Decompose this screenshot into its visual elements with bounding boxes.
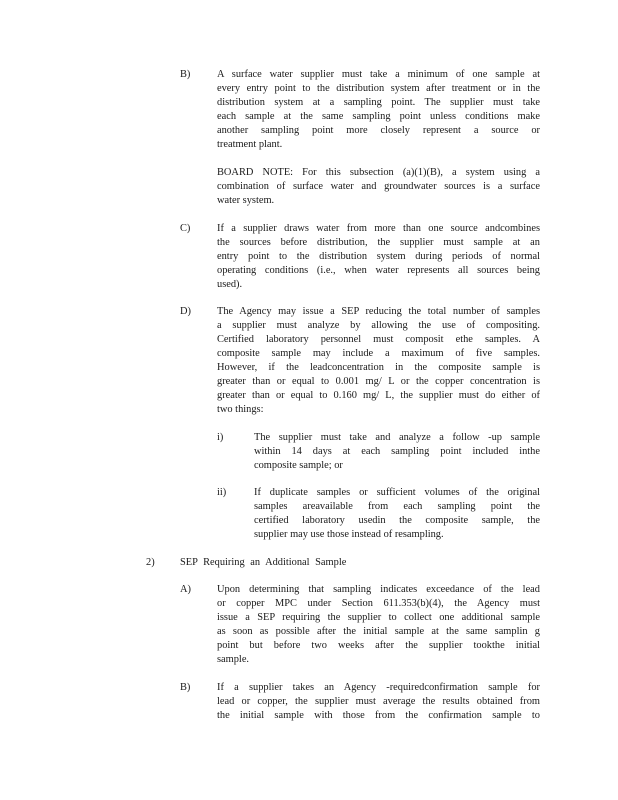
text-line: composite sample; or	[254, 460, 343, 471]
text-line: samples areavailable from each sampling point the	[254, 501, 540, 512]
text-line: the sources before distribution, the supplier must sample at an	[217, 237, 540, 248]
text-line: Upon determining that sampling indicates exceedance of the lead	[217, 584, 540, 595]
text-line: point but before two weeks after the supplier tookthe initial	[217, 640, 540, 651]
subitem-label-i: i)	[217, 432, 224, 443]
subitem-i-paragraph	[254, 431, 540, 473]
item-b-paragraph-1	[217, 68, 540, 152]
text-line: certified laboratory usedin the composite sample, the	[254, 515, 540, 526]
item-b2-paragraph	[217, 681, 540, 723]
item-label-b: B)	[180, 69, 191, 80]
text-line: lead or copper, the supplier must average the results obtained from	[217, 696, 540, 707]
text-line: entry point to the distribution system during periods of normal	[217, 251, 540, 262]
text-line: treatment plant.	[217, 139, 283, 150]
text-line: composite sample may include a maximum of five samples.	[217, 348, 540, 359]
text-line: every entry point to the distribution system after treatment or in the	[217, 83, 540, 94]
text-line: A surface water supplier must take a minimum of one sample at	[217, 69, 540, 80]
item-b-board-note	[217, 166, 540, 208]
text-line: two things:	[217, 404, 264, 415]
text-line: If a supplier draws water from more than one source andcombines	[217, 223, 540, 234]
text-line: greater than or equal to 0.160 mg/ L, the supplier must do either of	[217, 390, 540, 401]
item-a-paragraph	[217, 583, 540, 667]
text-line: a supplier must analyze by allowing the use of compositing.	[217, 320, 540, 331]
text-line: within 14 days at each sampling point included inthe	[254, 446, 540, 457]
text-line: Certified laboratory personnel must composit ethe samples. A	[217, 334, 540, 345]
item-label-a: A)	[180, 584, 191, 595]
item-d-paragraph	[217, 305, 540, 417]
text-line: sample.	[217, 654, 250, 665]
item-c-paragraph	[217, 222, 540, 292]
text-line: operating conditions (i.e., when water represents all sources being	[217, 265, 540, 276]
text-line: as soon as possible after the initial sample at the same samplin g	[217, 626, 540, 637]
text-line: The Agency may issue a SEP reducing the total number of samples	[217, 306, 540, 317]
text-line: or copper MPC under Section 611.353(b)(4), the Agency must	[217, 598, 540, 609]
text-line: the initial sample with those from the confirmation sample to	[217, 710, 540, 721]
text-line: water system.	[217, 195, 275, 206]
subitem-ii-paragraph	[254, 486, 540, 542]
item-label-c: C)	[180, 223, 191, 234]
text-line: If duplicate samples or sufficient volumes of the original	[254, 487, 540, 498]
text-line: each sample at the same sampling point unless conditions make	[217, 111, 540, 122]
text-line: used).	[217, 279, 243, 290]
item-label-d: D)	[180, 306, 191, 317]
text-line: If a supplier takes an Agency -requiredconfirmation sample for	[217, 682, 540, 693]
text-line: distribution system at a sampling point. The supplier must take	[217, 97, 540, 108]
text-line: another sampling point more closely represent a source or	[217, 125, 540, 136]
text-line: The supplier must take and analyze a follow -up sample	[254, 432, 540, 443]
text-line: However, if the leadconcentration in the composite sample is	[217, 362, 540, 373]
text-line: combination of surface water and groundwater sources is a surface	[217, 181, 540, 192]
text-line: issue a SEP requiring the supplier to collect one additional sample	[217, 612, 540, 623]
item-label-b2: B)	[180, 682, 191, 693]
text-line: supplier may use those instead of resampling.	[254, 529, 444, 540]
text-line: BOARD NOTE: For this subsection (a)(1)(B), a system using a	[217, 167, 540, 178]
section-label-2: 2)	[146, 557, 155, 568]
subitem-label-ii: ii)	[217, 487, 227, 498]
section-2-heading: SEP Requiring an Additional Sample	[180, 557, 347, 568]
text-line: greater than or equal to 0.001 mg/ L or the copper concentration is	[217, 376, 540, 387]
